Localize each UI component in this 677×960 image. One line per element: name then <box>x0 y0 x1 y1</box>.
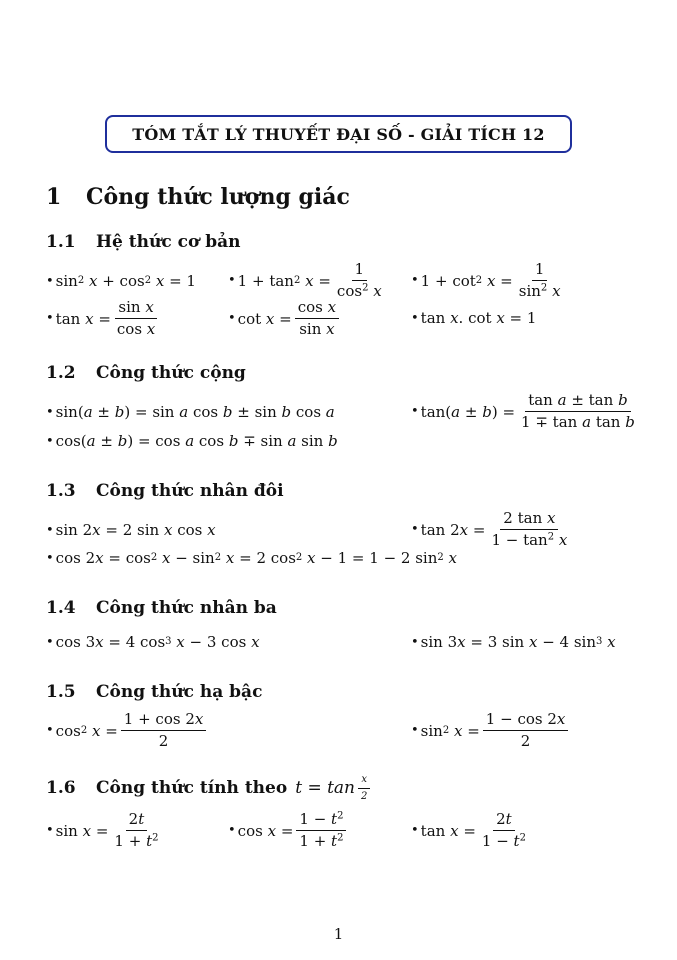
formula: • tan x = $\frac{\text{sin x}}{\text{cos x}}$ <box>46 298 156 339</box>
formula: • sin 2 x + cos 2 x = 1 <box>46 272 196 290</box>
formula: • tan x . cot x = 1 <box>411 309 537 327</box>
formula: • cos x = $\frac{1 - t^2}{1 + t^2}$ <box>228 811 349 851</box>
formula: • sin x = $\frac{2t}{1 + t^2}$ <box>46 810 159 851</box>
page-title: TÓM TẮT LÝ THUYẾT ĐẠI SỐ - GIẢI TÍCH 12 <box>105 115 572 153</box>
subsection-heading: 1.5 Công thức hạ bậc <box>46 682 263 702</box>
subsection-heading: 1.4 Công thức nhân ba <box>46 598 277 618</box>
subsection-heading: 1.3 Công thức nhân đôi <box>46 481 284 501</box>
formula: • cos 2 x = cos 2 x − sin 2 x = 2 cos 2 x − 1 = 1 − 2 sin 2 x <box>46 549 458 567</box>
formula: • sin 2 x = $\frac{1 - \cos 2x}{2}$ <box>411 711 571 751</box>
formula: • 1 + cot 2 x = $\frac{1}{\sin^2 x}$ <box>411 260 561 301</box>
section-title: Công thức lượng giác <box>86 184 350 210</box>
formula: • sin( a ± b ) = sin a cos b ± sin b cos a <box>46 403 335 421</box>
formula: • tan( a ± b ) = $\frac{\text{tan a ± tan b}}{\text{1 ∓ tan a tan b}}$ <box>411 391 635 432</box>
formula: • tan x = $\frac{2t}{1 - t^2}$ <box>411 810 526 851</box>
subsection-heading: 1.2 Công thức cộng <box>46 363 246 383</box>
formula: • tan 2 x = $\frac{\text{2 tan x}}{1 - \tan^2 x}$ <box>411 509 568 550</box>
formula: • cos( a ± b ) = cos a cos b ∓ sin a sin b <box>46 432 338 450</box>
subsection-heading: 1.1 Hệ thức cơ bản <box>46 232 241 252</box>
section-heading <box>46 184 350 210</box>
formula: • cos 3 x = 4 cos 3 x − 3 cos x <box>46 633 260 651</box>
formula: • 1 + tan 2 x = $\frac{1}{\cos^2 x}$ <box>228 260 382 301</box>
page-number: 1 <box>333 925 344 943</box>
subsection-heading: 1.6 Công thức tính theo t = tan $\frac{x}{2}$ <box>46 774 373 802</box>
formula: • cot x = $\frac{\text{cos x}}{\text{sin x}}$ <box>228 299 342 339</box>
formula: • sin 2 x = 2 sin x cos x <box>46 521 216 539</box>
formula: • sin 3 x = 3 sin x − 4 sin 3 x <box>411 633 616 651</box>
formula: • cos 2 x = $\frac{1 + \cos 2x}{2}$ <box>46 711 209 751</box>
section-number: 1 <box>46 184 62 210</box>
